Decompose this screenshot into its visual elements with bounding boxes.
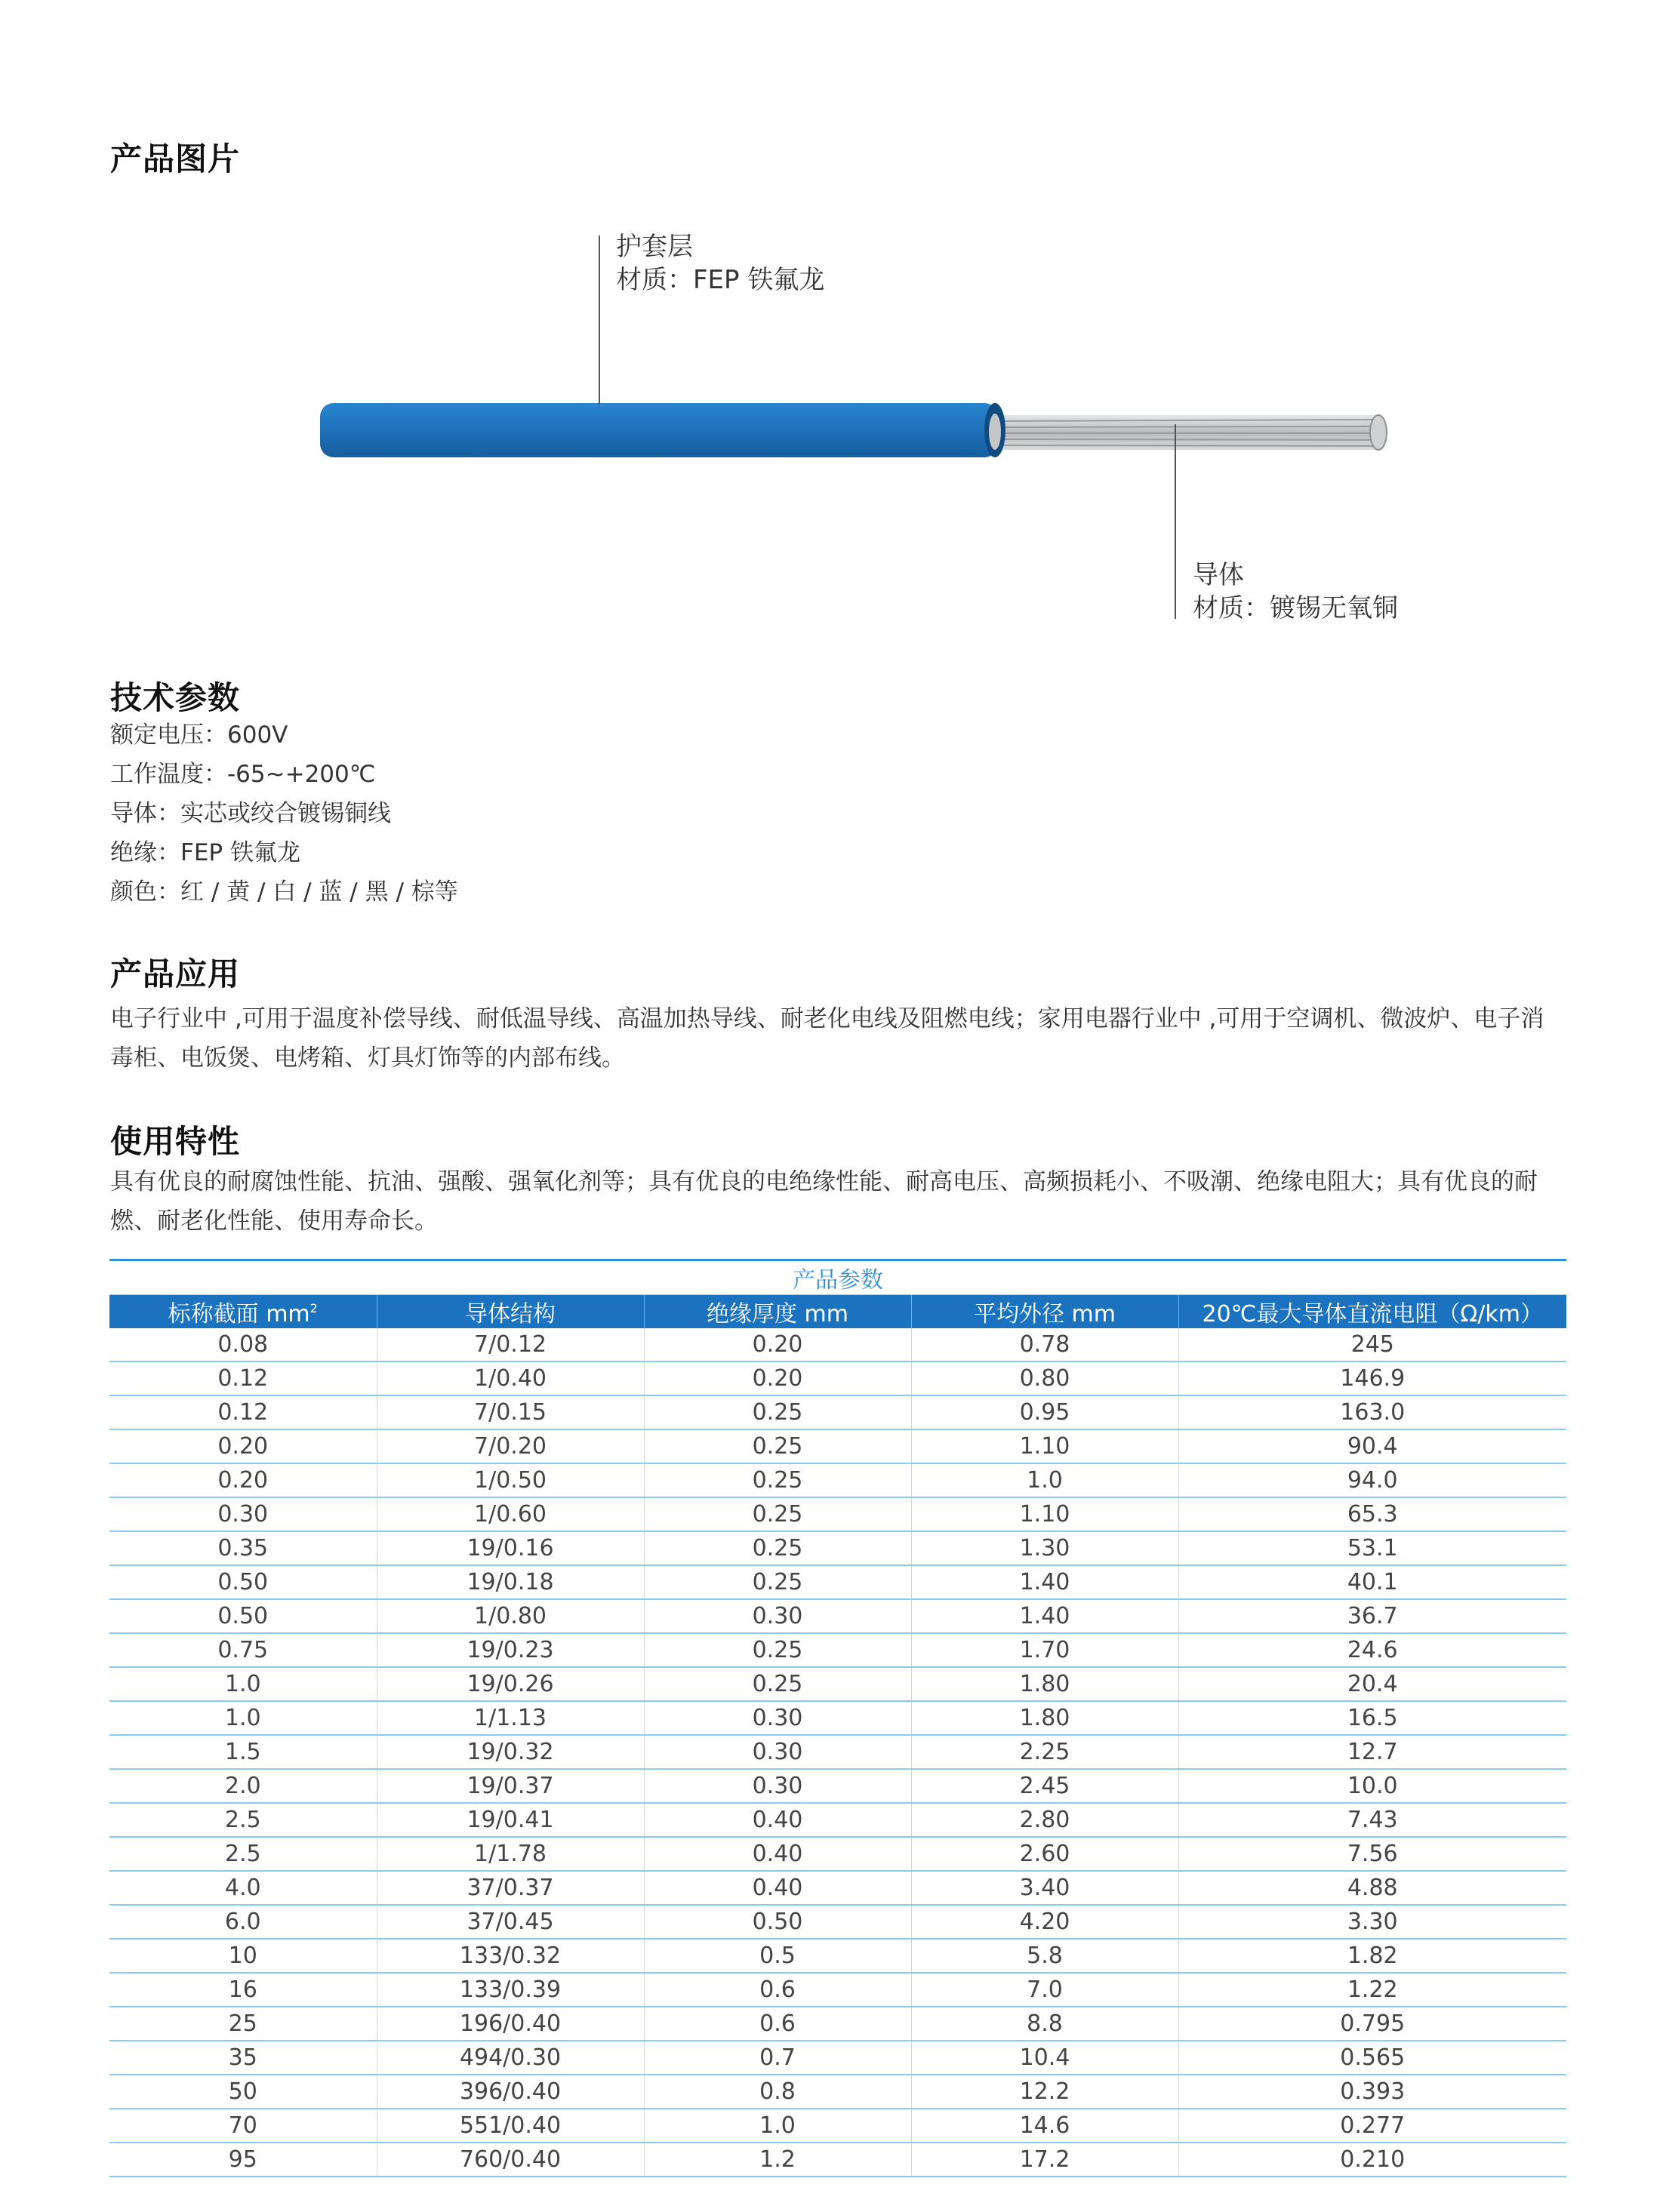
table-cell: 1.82 [1178, 1939, 1566, 1973]
column-header-structure: 导体结构 [377, 1295, 644, 1329]
table-cell: 1/1.78 [377, 1837, 644, 1871]
table-cell: 1.5 [109, 1735, 377, 1769]
table-cell: 0.30 [644, 1769, 911, 1803]
table-cell: 37/0.37 [377, 1871, 644, 1905]
section-title-application: 产品应用 [110, 955, 241, 992]
table-cell: 95 [109, 2143, 377, 2177]
table-cell: 10.4 [911, 2041, 1178, 2075]
table-cell: 37/0.45 [377, 1905, 644, 1939]
table-cell: 0.565 [1178, 2041, 1566, 2075]
tech-param-insulation: 绝缘：FEP 铁氟龙 [110, 839, 300, 866]
table-cell: 0.25 [644, 1531, 911, 1565]
table-cell: 24.6 [1178, 1633, 1566, 1667]
table-cell: 7/0.12 [377, 1328, 644, 1361]
table-cell: 0.795 [1178, 2007, 1566, 2041]
table-cell: 7.56 [1178, 1837, 1566, 1871]
table-cell: 133/0.32 [377, 1939, 644, 1973]
table-cell: 17.2 [911, 2143, 1178, 2177]
table-cell: 1/1.13 [377, 1701, 644, 1735]
table-cell: 2.25 [911, 1735, 1178, 1769]
table-cell: 0.20 [109, 1463, 377, 1497]
table-cell: 19/0.18 [377, 1565, 644, 1599]
jacket-callout [616, 230, 824, 297]
table-cell: 0.25 [644, 1463, 911, 1497]
table-cell: 494/0.30 [377, 2041, 644, 2075]
table-row [109, 1701, 1566, 1735]
table-row [109, 2041, 1566, 2075]
table-cell: 65.3 [1178, 1497, 1566, 1531]
table-cell: 0.5 [644, 1939, 911, 1973]
table-cell: 2.5 [109, 1803, 377, 1837]
table-cell: 245 [1178, 1328, 1566, 1361]
features-paragraph: 具有优良的耐腐蚀性能、抗油、强酸、强氧化剂等；具有优良的电绝缘性能、耐高电压、高频损耗小、不吸潮、绝缘电阻大；具有优良的耐燃、耐老化性能、使用寿命长。 [110, 1168, 1538, 1235]
table-cell: 1.10 [911, 1497, 1178, 1531]
table-row [109, 1531, 1566, 1565]
tech-params-list [110, 715, 458, 912]
table-cell: 0.7 [644, 2041, 911, 2075]
table-cell: 0.40 [644, 1837, 911, 1871]
table-cell: 0.277 [1178, 2109, 1566, 2143]
table-row [109, 1837, 1566, 1871]
table-cell: 0.210 [1178, 2143, 1566, 2177]
table-row [109, 1463, 1566, 1497]
table-cell: 40.1 [1178, 1565, 1566, 1599]
table-cell: 1.80 [911, 1701, 1178, 1735]
table-row [109, 1803, 1566, 1837]
table-cell: 1.0 [109, 1701, 377, 1735]
table-cell: 19/0.37 [377, 1769, 644, 1803]
table-cell: 0.25 [644, 1633, 911, 1667]
table-cell: 0.6 [644, 2007, 911, 2041]
table-cell: 0.6 [644, 1973, 911, 2007]
table-row [109, 2007, 1566, 2041]
table-cell: 35 [109, 2041, 377, 2075]
tech-param-temperature: 工作温度：-65~+200℃ [110, 761, 376, 788]
table-row [109, 1395, 1566, 1429]
table-cell: 7.0 [911, 1973, 1178, 2007]
table-cell: 19/0.26 [377, 1667, 644, 1701]
table-row [109, 1497, 1566, 1531]
table-cell: 1/0.50 [377, 1463, 644, 1497]
table-cell: 19/0.41 [377, 1803, 644, 1837]
table-row [109, 1361, 1566, 1395]
table-cell: 1.0 [109, 1667, 377, 1701]
table-cell: 1.30 [911, 1531, 1178, 1565]
conductor-end [1370, 415, 1387, 450]
table-cell: 0.08 [109, 1328, 377, 1361]
table-cell: 0.40 [644, 1803, 911, 1837]
table-cell: 0.25 [644, 1395, 911, 1429]
table-cell: 0.80 [911, 1361, 1178, 1395]
table-cell: 0.50 [109, 1565, 377, 1599]
table-cell: 163.0 [1178, 1395, 1566, 1429]
table-cell: 0.25 [644, 1667, 911, 1701]
table-cell: 1.2 [644, 2143, 911, 2177]
table-cell: 25 [109, 2007, 377, 2041]
table-row [109, 1973, 1566, 2007]
table-cell: 1/0.40 [377, 1361, 644, 1395]
table-cell: 1.40 [911, 1599, 1178, 1633]
table-cell: 0.30 [644, 1735, 911, 1769]
table-cell: 1.40 [911, 1565, 1178, 1599]
conductor-material: 材质：镀锡无氧铜 [1193, 593, 1398, 623]
table-row [109, 2109, 1566, 2143]
table-cell: 19/0.32 [377, 1735, 644, 1769]
table-cell: 12.7 [1178, 1735, 1566, 1769]
table-cell: 36.7 [1178, 1599, 1566, 1633]
table-cell: 10 [109, 1939, 377, 1973]
application-paragraph: 电子行业中 ,可用于温度补偿导线、耐低温导线、高温加热导线、耐老化电线及阻燃电线；家用电器行业中 ,可用于空调机、微波炉、电子消毒柜、电饭煲、电烤箱、灯具灯饰等的内部布线。 [110, 1005, 1544, 1072]
table-row [109, 2075, 1566, 2109]
table-cell: 0.35 [109, 1531, 377, 1565]
table-cell: 0.20 [644, 1328, 911, 1361]
table-cell: 90.4 [1178, 1429, 1566, 1463]
table-row [109, 1735, 1566, 1769]
table-row [109, 1769, 1566, 1803]
table-cell: 396/0.40 [377, 2075, 644, 2109]
conductor-label: 导体 [1193, 560, 1244, 590]
table-cell: 0.25 [644, 1429, 911, 1463]
section-title-tech-params: 技术参数 [110, 679, 241, 716]
section-title-product-picture: 产品图片 [110, 140, 241, 177]
table-cell: 16 [109, 1973, 377, 2007]
table-row [109, 1328, 1566, 1361]
table-row [109, 1633, 1566, 1667]
table-cell: 2.5 [109, 1837, 377, 1871]
table-cell: 0.20 [644, 1361, 911, 1395]
table-cell: 2.60 [911, 1837, 1178, 1871]
conductor-callout [1193, 558, 1398, 625]
table-row [109, 1599, 1566, 1633]
table-cell: 1.10 [911, 1429, 1178, 1463]
table-cell: 10.0 [1178, 1769, 1566, 1803]
table-cell: 0.78 [911, 1328, 1178, 1361]
table-cell: 1.22 [1178, 1973, 1566, 2007]
product-parameter-table [109, 1259, 1566, 2177]
table-cell: 5.8 [911, 1939, 1178, 1973]
column-header-insulation: 绝缘厚度 mm [644, 1295, 911, 1329]
table-cell: 760/0.40 [377, 2143, 644, 2177]
table-cell: 19/0.16 [377, 1531, 644, 1565]
table-cell: 0.75 [109, 1633, 377, 1667]
table-title: 产品参数 [109, 1260, 1566, 1295]
table-cell: 4.88 [1178, 1871, 1566, 1905]
jacket-material: 材质：FEP 铁氟龙 [616, 265, 825, 295]
table-cell: 0.30 [109, 1497, 377, 1531]
table-cell: 4.0 [109, 1871, 377, 1905]
table-cell: 3.30 [1178, 1905, 1566, 1939]
table-cell: 2.80 [911, 1803, 1178, 1837]
table-cell: 94.0 [1178, 1463, 1566, 1497]
table-cell: 2.0 [109, 1769, 377, 1803]
table-cell: 12.2 [911, 2075, 1178, 2109]
tech-param-voltage: 额定电压：600V [110, 721, 288, 749]
table-cell: 0.40 [644, 1871, 911, 1905]
table-cell: 7/0.15 [377, 1395, 644, 1429]
table-cell: 133/0.39 [377, 1973, 644, 2007]
table-cell: 1.70 [911, 1633, 1178, 1667]
table-cell: 2.45 [911, 1769, 1178, 1803]
table-cell: 0.30 [644, 1701, 911, 1735]
table-cell: 0.12 [109, 1395, 377, 1429]
cable-illustration [0, 0, 1666, 679]
table-cell: 4.20 [911, 1905, 1178, 1939]
table-cell: 551/0.40 [377, 2109, 644, 2143]
table-cell: 0.12 [109, 1361, 377, 1395]
header-superscript: 2 [309, 1301, 318, 1315]
table-cell: 7/0.20 [377, 1429, 644, 1463]
table-cell: 0.95 [911, 1395, 1178, 1429]
table-cell: 0.50 [109, 1599, 377, 1633]
table-row [109, 1905, 1566, 1939]
table-cell: 0.25 [644, 1565, 911, 1599]
table-cell: 0.30 [644, 1599, 911, 1633]
table-cell: 7.43 [1178, 1803, 1566, 1837]
jacket-label: 护套层 [616, 232, 693, 262]
column-header-resistance: 20℃最大导体直流电阻（Ω/km） [1178, 1295, 1566, 1329]
table-cell: 20.4 [1178, 1667, 1566, 1701]
table-cell: 0.50 [644, 1905, 911, 1939]
table-row [109, 2143, 1566, 2177]
table-cell: 0.20 [109, 1429, 377, 1463]
table-row [109, 1939, 1566, 1973]
table-row [109, 1429, 1566, 1463]
table-cell: 14.6 [911, 2109, 1178, 2143]
table-cell: 0.393 [1178, 2075, 1566, 2109]
table-row [109, 1871, 1566, 1905]
table-cell: 6.0 [109, 1905, 377, 1939]
table-cell: 0.25 [644, 1497, 911, 1531]
cable-jacket [320, 403, 998, 457]
table-cell: 196/0.40 [377, 2007, 644, 2041]
table-cell: 146.9 [1178, 1361, 1566, 1395]
table-cell: 8.8 [911, 2007, 1178, 2041]
table-cell: 1.0 [644, 2109, 911, 2143]
table-cell: 1/0.60 [377, 1497, 644, 1531]
table-cell: 70 [109, 2109, 377, 2143]
table-cell: 16.5 [1178, 1701, 1566, 1735]
table-cell: 0.8 [644, 2075, 911, 2109]
table-cell: 19/0.23 [377, 1633, 644, 1667]
table-row [109, 1565, 1566, 1599]
table-cell: 3.40 [911, 1871, 1178, 1905]
table-cell: 50 [109, 2075, 377, 2109]
section-title-features: 使用特性 [110, 1123, 241, 1160]
table-row [109, 1667, 1566, 1701]
table-cell: 1.0 [911, 1463, 1178, 1497]
tech-param-color: 颜色：红 / 黄 / 白 / 蓝 / 黑 / 棕等 [110, 878, 458, 906]
column-header-section: 标称截面 $mm^2$ [109, 1295, 377, 1329]
tech-param-conductor: 导体：实芯或绞合镀锡铜线 [110, 800, 391, 827]
table-cell: 1.80 [911, 1667, 1178, 1701]
table-body [109, 1328, 1566, 2177]
table-cell: 1/0.80 [377, 1599, 644, 1633]
table-cell: 53.1 [1178, 1531, 1566, 1565]
column-header-diameter: 平均外径 mm [911, 1295, 1178, 1329]
